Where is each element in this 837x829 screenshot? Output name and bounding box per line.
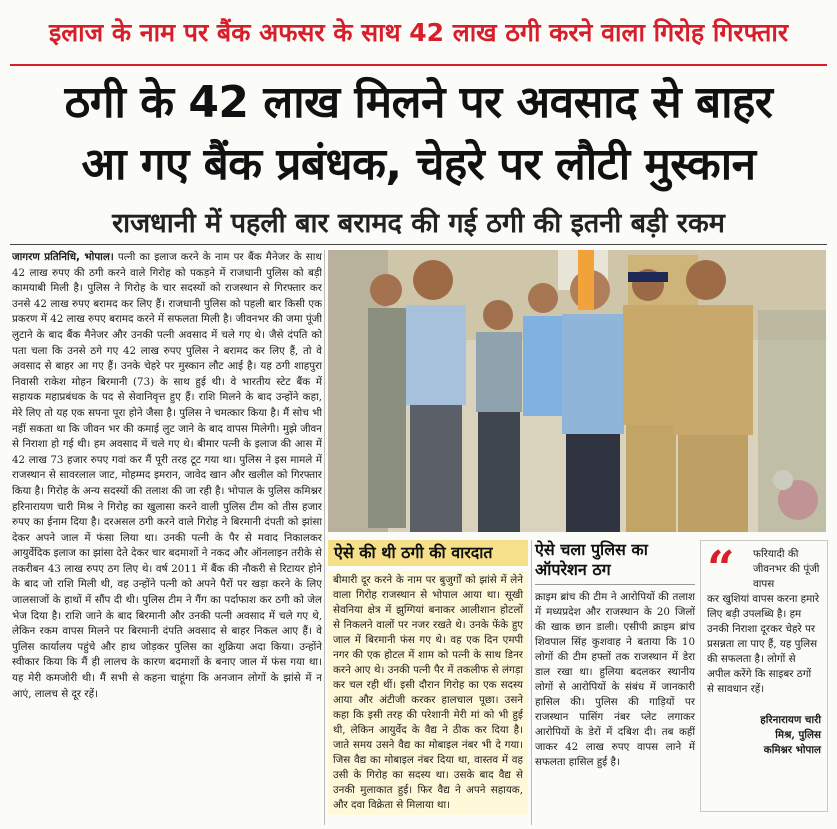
article-dateline: जागरण प्रतिनिधि, भोपाल। — [12, 251, 114, 263]
quote-text-rest: कर खुशियां वापस करना हमारे लिए बड़ी उपलब्धि है। हम उनकी निराशा दूरकर चेहरे पर प्रसन्नता ला पाए हैं, यह पुलिस की सफलता है। लोगों से अपील करेंगे कि साइबर ठगों से सावधान रहें। — [707, 593, 820, 695]
signature-line-2: मिश्र, पुलिस — [775, 729, 821, 741]
main-article — [12, 250, 322, 820]
box1-body: बीमारी दूर करने के नाम पर बुजुर्गों को झांसे में लेने वाला गिरोह राजस्थान से भोपाल आया था। सूखी सेवनिया क्षेत्र में झुग्गियां बनाकर आलीशान होटलों से निकलने वालों पर नजर रखते थे। उनके फेंके हुए जाल में बिरमानी फंस गए थे। वह एक दिन एमपी नगर की एक होटल में शाम को पत्नी के साथ डिनर करने आए थे। उनकी पत्नी पैर में तकलीफ से लंगड़ा कर चल रही थीं। इसी दौरान गिरोह का एक सदस्य आया और अंटीजी करकर हालचाल पूछा। उसने कहा कि इसी तरह की परेशानी मेरी मां को भी हुई थी, लेकिन आयुर्वेद के वैद्य ने ठीक कर दिया है। जाते समय उसने वैद्य का मोबाइल नंबर भी दे गया। जिस वैद्य का मोबाइल नंबर दिया था, वास्तव में वह उसी के गिरोह का सदस्य था। उसके बाद वैद्य से उनकी मुलाकात हुई। फिर वैद्य ने अपने सहायक, और दवा विक्रेता से मिलाया था। — [328, 571, 528, 815]
quote-box — [700, 540, 828, 825]
news-photo — [328, 250, 826, 532]
quote-signature — [707, 713, 821, 758]
sidebar-box-police-operation — [535, 540, 695, 825]
box1-heading: ऐसे की थी ठगी की वारदात — [328, 540, 528, 566]
quote-text-start: फरियादी की जीवनभर की पूंजी वापस — [753, 548, 820, 590]
signature-line-3: कमिश्नर भोपाल — [763, 744, 821, 756]
photo-illustration — [328, 250, 826, 532]
main-headline-line-2: आ गए बैंक प्रबंधक, चेहरे पर लौटी मुस्कान — [81, 139, 756, 190]
signature-line-1: हरिनारायण चारी — [760, 714, 821, 726]
quote-frame — [700, 540, 828, 812]
kicker-rule — [10, 64, 827, 66]
sidebar-box-how-fraud-happened — [328, 540, 528, 825]
article-body: पत्नी का इलाज करने के नाम पर बैंक मैनेजर के साथ 42 लाख रुपए की ठगी करने वाले गिरोह को पकड़ने में राजधानी पुलिस को बड़ी कामयाबी मिली है। पुलिस ने गिरोह के चार सदस्यों को राजस्थान से गिरफ्तार कर उनसे 42 लाख रुपए बरामद कर लिए हैं। राजधानी पुलिस को पहली बार किसी एक प्रकरण में 42 लाख रुपए बरामद करने में सफलता मिली है। जीवनभर की जमा पूंजी लुटाने के बाद बैंक मैनेजर और उनकी पत्नी अवसाद में चले गए थे। जैसे दंपति को पता चला कि उनसे ठगे गए 42 लाख रुपए पुलिस ने बरामद कर लिए हैं, तो वे अवसाद से बाहर आ गए हैं। उनके चेहरे पर मुस्कान लौट आई है। यह ठगी शाहपुरा निवासी राकेश मोहन बिरमानी (73) के साथ हुई थी। वे भारतीय स्टेट बैंक में सहायक महाप्रबंधक के पद से सेवानिवृत्त हुए हैं। राशि मिलने के बाद उन्होंने कहा, मेरे लिए तो यह एक सपना पूरा होने जैसा है। पुलिस ने चमत्कार किया है। मैं सोच भी नहीं सकता था कि जीवन भर की कमाई लुट जाने के बाद वापस मिलेगी। मुझे जीवन से निराशा हो गई थी। हम अवसाद में चले गए थे। बीमार पत्नी के इलाज की आस में 42 लाख 73 हजार रुपए गवां कर मैं पूरी तरह टूट गया था। पुलिस ने इस मामले में राजस्थान से सावरलाल जाट, मोहम्मद इमरान, जावेद खान और खलील को गिरफ्तार किया है। गिरोह के अन्य सदस्यों की तलाश की जा रही है। भोपाल के पुलिस कमिश्नर हरिनारायण चारी मिश्र ने गिरोह का खुलासा करने वाली पुलिस टीम को तीस हजार रुपए का ईनाम दिया है। दरअसल ठगी करने वाले गिरोह ने बिरमानी दंपती को झांसा देकर अपने जाल में फंसा लिया था। उनकी पत्नी के पैर से मवाद निकालकर आयुर्वेदिक इलाज का झांसा देते देकर चार बदमाशों ने नकद और ऑनलाइन तरीके से तकरीबन 43 लाख रुपए ठग लिए थे। वर्ष 2011 में बैंक की नौकरी से रिटायर होने के बाद जो राशि मिली थी, वह उन्होंने पत्नी को अपने पैरों पर खड़ा करने के लिए जालसाजों के हाथों में सौंप दी थी। पुलिस टीम ने गैंग का पर्दाफाश कर ठगी को जेल भेज दिया है। राशि जाने के बाद बिरमानी और उनकी पत्नी अवसाद में चले गए थे, लेकिन रकम वापस मिलने पर बिरमानी दंपति अवसाद से बाहर निकल आए हैं। वे पुलिस कार्यालय पहुंचे और हाथ जोड़कर पुलिस का शुक्रिया अदा किया। उन्होंने स्वीकार किया कि मैं ही लालच के कारण बदमाशों के बनाए जाल में फंस गया था। यह मेरी कमजोरी थी। मैं सभी से कहना चाहूंगा कि अनजान लोगों के झांसे में न आएं, लालच से दूर रहें। — [12, 251, 322, 700]
sub-headline: राजधानी में पहली बार बरामद की गई ठगी की इतनी बड़ी रकम — [112, 208, 725, 239]
box-divider — [531, 540, 532, 825]
column-divider — [324, 250, 325, 825]
quote-mark-icon: “ — [707, 541, 735, 597]
headline-rule — [10, 244, 827, 245]
main-headline-line-1: ठगी के 42 लाख मिलने पर अवसाद से बाहर — [64, 77, 773, 128]
box2-heading: ऐसे चला पुलिस का ऑपरेशन ठग — [535, 540, 695, 585]
kicker-headline: इलाज के नाम पर बैंक अफसर के साथ 42 लाख ठगी करने वाला गिरोह गिरफ्तार — [48, 18, 789, 47]
box2-body: क्राइम ब्रांच की टीम ने आरोपियों की तलाश में मध्यप्रदेश और राजस्थान के 20 जिलों की खाक छान डाली। एसीपी क्राइम ब्रांच शिवपाल सिंह कुशवाह ने बताया कि 10 लोगों की टीम हफ्तों तक राजस्थान में डेरा डाल रखा था। हुलिया बदलकर स्थानीय लोगों से आरोपियों के संबंध में जानकारी हासिल की। पुलिस की गाड़ियों पर राजस्थान पासिंग नंबर प्लेट लगाकर आरोपियों के डेरों में दबिश दी। तब कहीं जाकर 42 लाख रुपए वापस लाने में सफलता हासिल हुई है। — [535, 591, 695, 768]
